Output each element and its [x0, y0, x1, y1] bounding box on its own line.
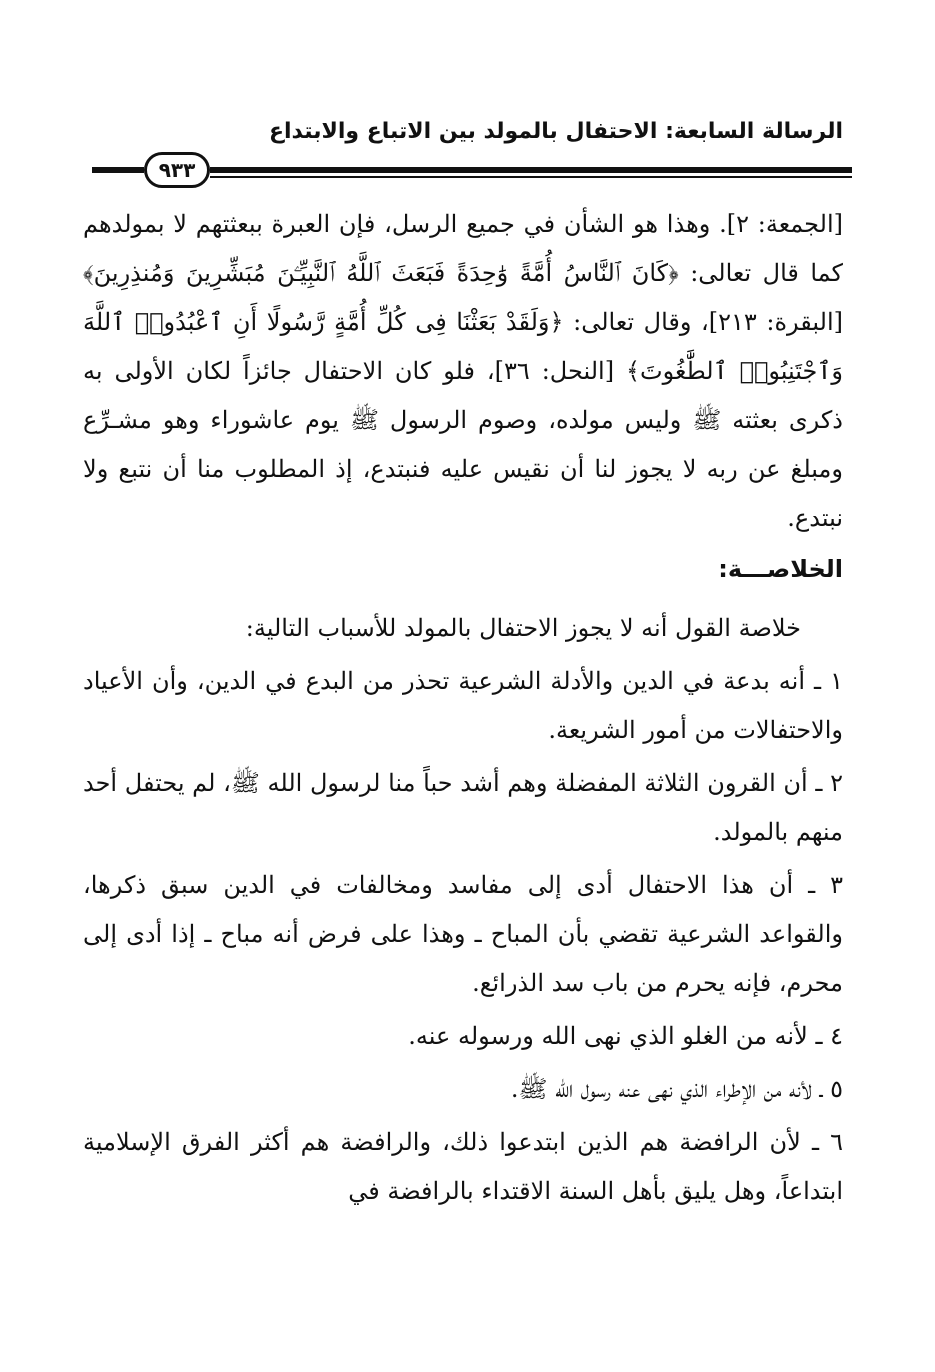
- list-item-text: لأن الرافضة هم الذين ابتدعوا ذلك، والرافضة هم أكثر الفرق الإسلامية ابتداعاً، وهل يليق بأهل السنة الاقتداء بالرافضة في: [83, 1128, 843, 1205]
- list-item-text: لأنه من الإطراء الذي نهى عنه رسول الله ﷺ.: [510, 1075, 812, 1103]
- opening-paragraph: [الجمعة: ٢]. وهذا هو الشأن في جميع الرسل، فإن العبرة ببعثتهم لا بمولدهم كما قال تعالى: ﴿كَانَ ٱلنَّاسُ أُمَّةً وَٰحِدَةً فَبَعَثَ ٱللَّهُ ٱلنَّبِيِّـۧنَ مُبَشِّرِينَ وَمُنذِرِينَ﴾ [البقرة: ٢١٣]، وقال تعالى: ﴿وَلَقَدْ بَعَثْنَا فِى كُلِّ أُمَّةٍ رَّسُولًا أَنِ ٱعْبُدُوا۟ ٱللَّهَ وَٱجْتَنِبُوا۟ ٱلطَّٰغُوتَ﴾ [النحل: ٣٦]، فلو كان الاحتفال جائزاً لكان الأولى به ذكرى بعثته ﷺ وليس مولده، وصوم الرسول ﷺ يوم عاشوراء وهو مشـرِّع ومبلغ عن ربه لا يجوز لنا أن نقيس عليه فنبتدع، إذ المطلوب منا أن نتبع ولا نبتدع.: [83, 210, 843, 532]
- header-rule: [92, 152, 852, 188]
- rule-right-segment: [210, 167, 852, 173]
- reasons-list: [83, 657, 843, 1216]
- list-item: [83, 1118, 843, 1216]
- rule-left-segment: [92, 167, 144, 173]
- list-item-number: ٢ ـ: [815, 769, 843, 797]
- list-item-text: أن القرون الثلاثة المفضلة وهم أشد حباً منا لرسول الله ﷺ، لم يحتفل أحد منهم بالمولد.: [83, 769, 843, 846]
- list-item-text: أنه بدعة في الدين والأدلة الشرعية تحذر من البدع في الدين، وأن الأعياد والاحتفالات من أمور الشريعة.: [83, 667, 843, 744]
- list-item-text: لأنه من الغلو الذي نهى الله ورسوله عنه.: [408, 1022, 808, 1050]
- list-item-number: ٤ ـ: [815, 1022, 843, 1050]
- list-item: [83, 861, 843, 1008]
- list-item: [83, 657, 843, 755]
- body-text: [83, 200, 843, 1216]
- page-number: ٩٣٣: [144, 152, 210, 188]
- list-item: [83, 759, 843, 857]
- list-item-number: ٦ ـ: [811, 1128, 843, 1156]
- section-heading: الخلاصـــة:: [718, 555, 843, 583]
- running-header: الرسالة السابعة: الاحتفال بالمولد بين الاتباع والابتداع: [268, 119, 843, 144]
- list-item: [83, 1012, 843, 1061]
- list-item-number: ٣ ـ: [808, 871, 843, 899]
- list-item-text: أن هذا الاحتفال أدى إلى مفاسد ومخالفات في الدين سبق ذكرها، والقواعد الشرعية تقضي بأن المباح ـ وهذا على فرض أنه مباح ـ إذا أدى إلى محرم، فإنه يحرم من باب سد الذرائع.: [83, 871, 843, 997]
- list-item-number: ١ ـ: [814, 667, 843, 695]
- list-item: [83, 1065, 843, 1114]
- summary-intro: خلاصة القول أنه لا يجوز الاحتفال بالمولد للأسباب التالية:: [245, 614, 801, 642]
- list-item-number: ٥ ـ: [819, 1075, 843, 1103]
